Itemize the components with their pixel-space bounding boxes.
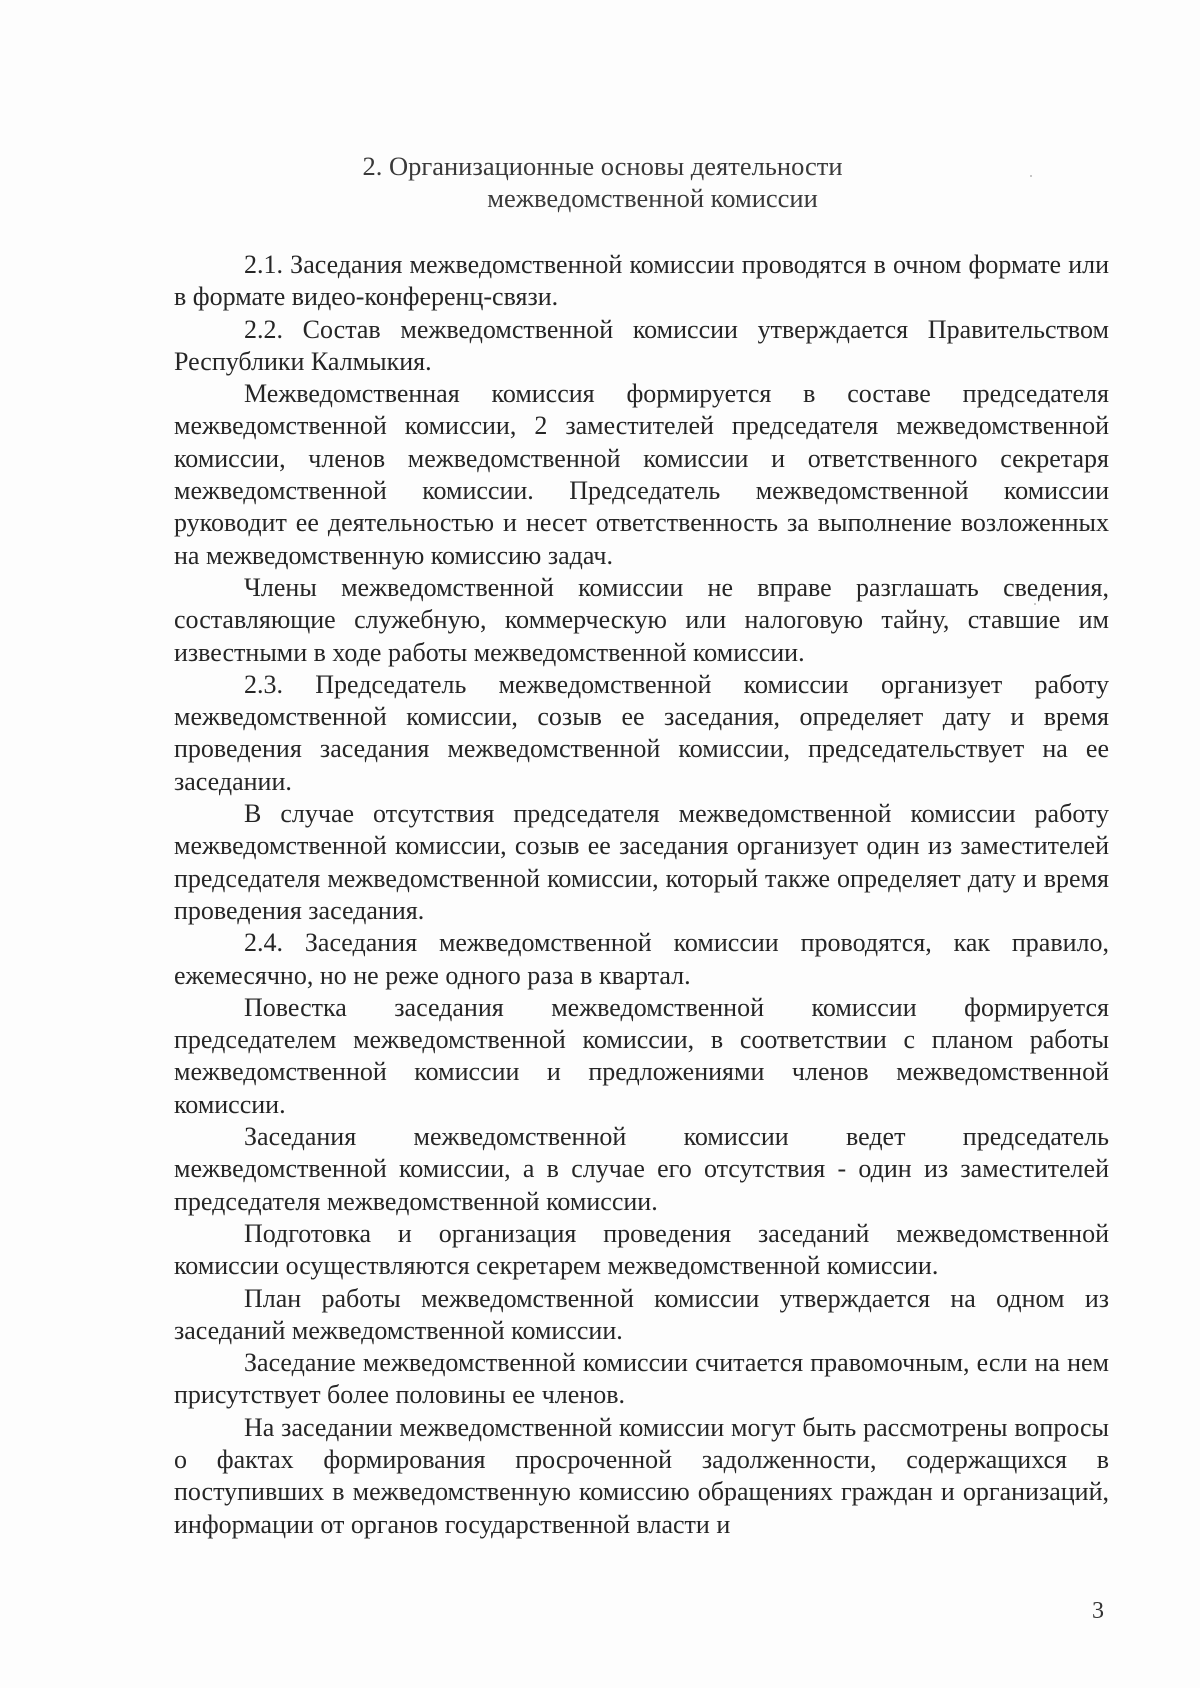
paragraph-quorum: Заседание межведомственной комиссии считается правомочным, если на нем присутствует более половины ее членов.: [174, 1348, 1109, 1410]
scan-speck: [1034, 603, 1036, 605]
section-heading-line-1: 2. Организационные основы деятельности: [362, 151, 843, 181]
paragraph-2-2: 2.2. Состав межведомственной комиссии утверждается Правительством Республики Калмыкия.: [174, 314, 1109, 376]
page-number: 3: [1092, 1598, 1104, 1624]
paragraph-2-3: 2.3. Председатель межведомственной комиссии организует работу межведомственной комиссии, созыв ее заседания, определяет дату и время проведения заседания межведомственной комиссии, председательствует на ее заседании.: [174, 669, 1109, 796]
section-heading: [175, 150, 1130, 214]
section-heading-line-2: межведомственной комиссии: [487, 183, 818, 213]
paragraph-composition: Межведомственная комиссия формируется в составе председателя межведомственной комиссии, 2 заместителей председателя межведомственной комиссии, членов межведомственной комиссии и ответственного секретаря межведомственной комиссии. Председатель межведомственной комиссии руководит ее деятельностью и несет ответственность за выполнение возложенных на межведомственную комиссию задач.: [174, 379, 1109, 570]
paragraph-preparation: Подготовка и организация проведения заседаний межведомственной комиссии осуществляются секретарем межведомственной комиссии.: [174, 1218, 1109, 1281]
paragraph-2-1: 2.1. Заседания межведомственной комиссии проводятся в очном формате или в формате видео-конференц-связи.: [174, 250, 1109, 312]
paragraph-2-4: 2.4. Заседания межведомственной комиссии проводятся, как правило, ежемесячно, но не реже одного раза в квартал.: [174, 928, 1109, 990]
paragraph-meeting-chair: Заседания межведомственной комиссии ведет председатель межведомственной комиссии, а в случае его отсутствия - один из заместителей председателя межведомственной комиссии.: [174, 1122, 1109, 1216]
paragraph-agenda: Повестка заседания межведомственной комиссии формируется председателем межведомственной комиссии, в соответствии с планом работы межведомственной комиссии и предложениями членов межведомственной комиссии.: [174, 992, 1109, 1119]
paragraph-confidentiality: Члены межведомственной комиссии не вправе разглашать сведения, составляющие служебную, коммерческую или налоговую тайну, ставшие им известными в ходе работы межведомственной комиссии.: [174, 572, 1109, 667]
paragraph-issues: На заседании межведомственной комиссии могут быть рассмотрены вопросы о фактах формирования просроченной задолженности, содержащихся в поступивших в межведомственную комиссию обращениях граждан и организаций, информации от органов государственной власти и: [174, 1412, 1109, 1539]
document-body: [174, 249, 1109, 1541]
paragraph-chair-absence: В случае отсутствия председателя межведомственной комиссии работу межведомственной комиссии, созыв ее заседания организует один из заместителей председателя межведомственной комиссии, который также определяет дату и время проведения заседания.: [174, 799, 1109, 925]
paragraph-work-plan: План работы межведомственной комиссии утверждается на одном из заседаний межведомственной комиссии.: [174, 1283, 1109, 1345]
scan-speck: [1030, 175, 1032, 177]
